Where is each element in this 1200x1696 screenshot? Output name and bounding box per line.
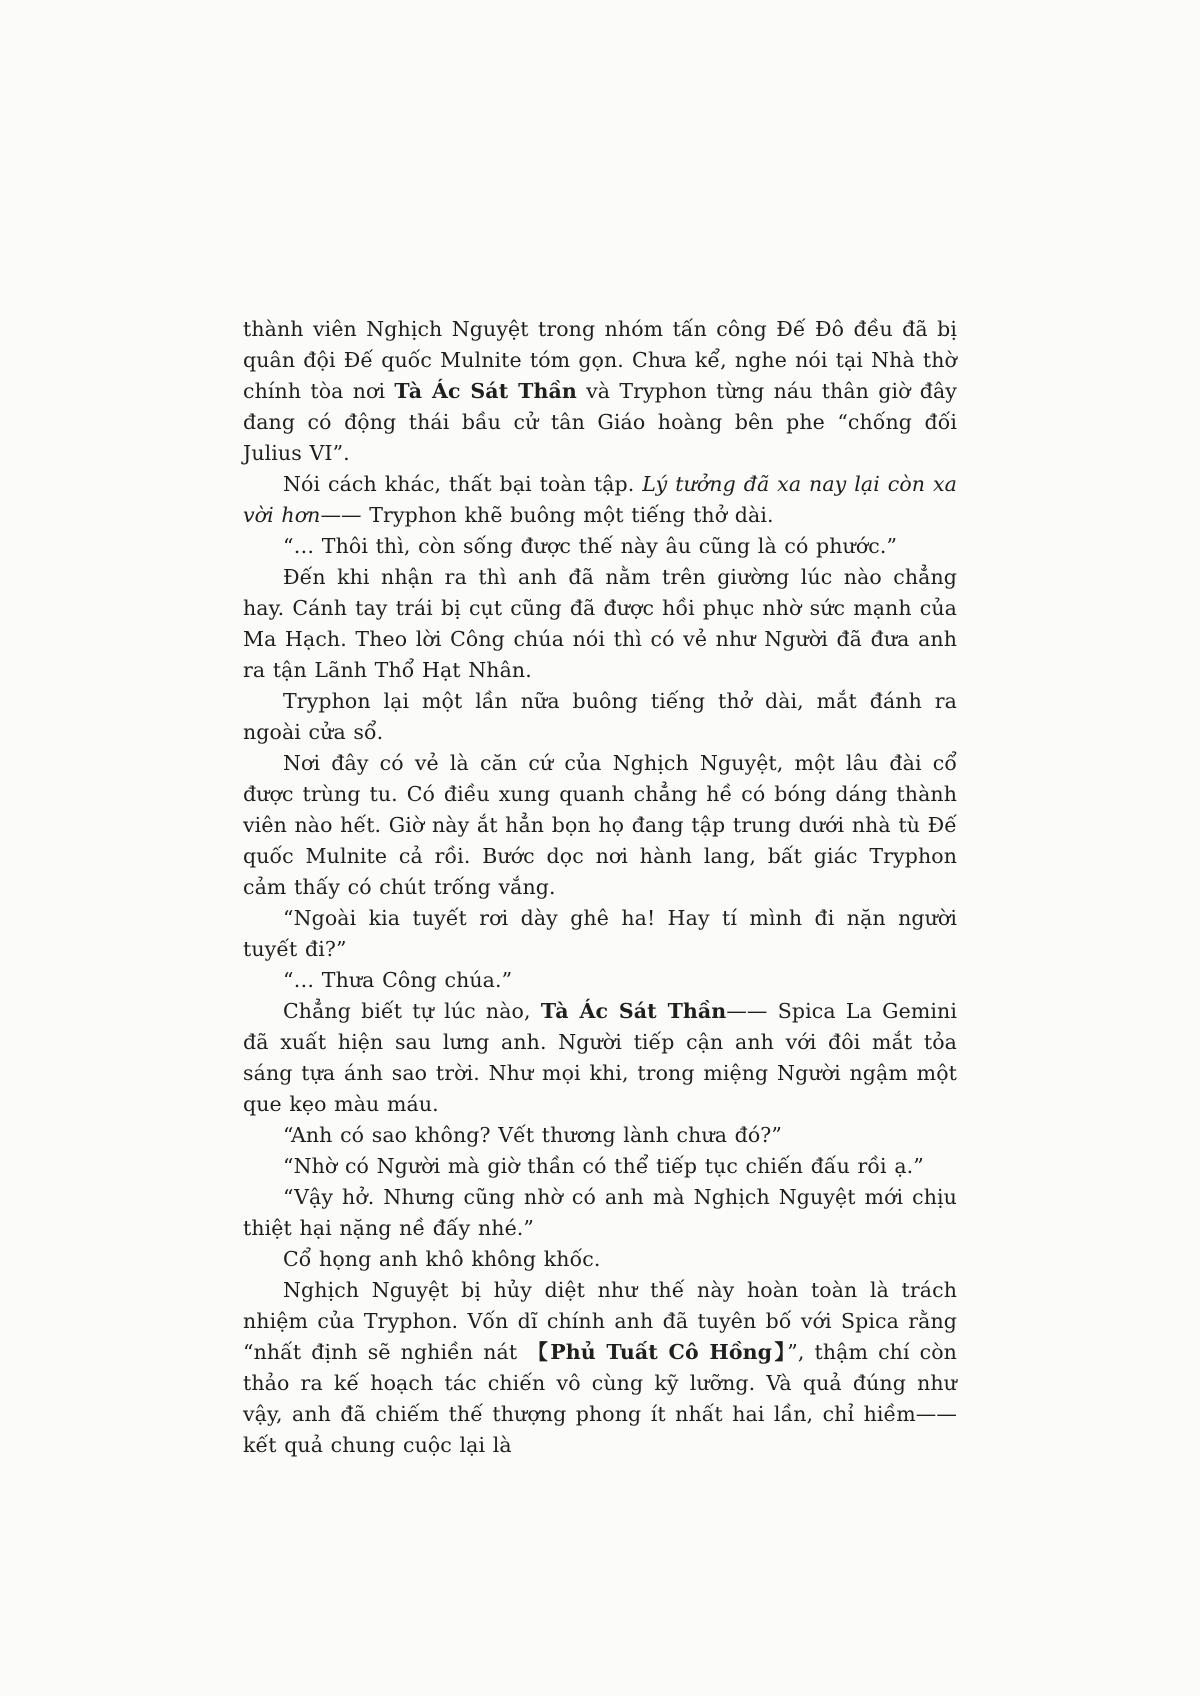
text-run: “Nhờ có Người mà giờ thần có thể tiếp tục chiến đấu rồi ạ.” (283, 1154, 924, 1178)
paragraph (243, 1120, 957, 1151)
paragraph (243, 1151, 957, 1182)
text-run: “… Thôi thì, còn sống được thế này âu cũng là có phước.” (283, 534, 898, 558)
text-run: Nghịch Nguyệt bị hủy diệt như thế này hoàn toàn là trách nhiệm của Tryphon. Vốn dĩ chính anh đã tuyên bố với Spica rằng “nhất định sẽ nghiền nát (243, 1278, 957, 1364)
text-run: Nói cách khác, thất bại toàn tập. (283, 472, 643, 496)
text-run: Chẳng biết tự lúc nào, (283, 999, 541, 1023)
text-run: —— Tryphon khẽ buông một tiếng thở dài. (320, 503, 774, 527)
paragraph (243, 531, 957, 562)
bold-text: Tà Ác Sát Thần (394, 379, 577, 403)
text-run: Nơi đây có vẻ là căn cứ của Nghịch Nguyệt, một lâu đài cổ được trùng tu. Có điều xung quanh chẳng hề có bóng dáng thành viên nào hết. Giờ này ắt hẳn bọn họ đang tập trung dưới nhà tù Đế quốc Mulnite cả rồi. Bước dọc nơi hành lang, bất giác Tryphon cảm thấy có chút trống vắng. (243, 751, 957, 899)
paragraph (243, 1182, 957, 1244)
page-text (243, 314, 957, 1461)
text-run: “… Thưa Công chúa.” (283, 968, 513, 992)
text-run: thành viên Nghịch Nguyệt trong nhóm tấn công Đế Đô đều đã bị quân đội Đế quốc Mulnite tóm gọn. Chưa kể, nghe nói tại Nhà thờ chính tòa nơi (243, 317, 957, 403)
paragraph (243, 562, 957, 686)
text-run: “Anh có sao không? Vết thương lành chưa đó?” (283, 1123, 782, 1147)
text-run: ”, thậm chí còn thảo ra kế hoạch tác chiến vô cùng kỹ lưỡng. Và quả đúng như vậy, anh đã chiếm thế thượng phong ít nhất hai lần, chỉ hiềm—— kết quả chung cuộc lại là (243, 1340, 957, 1457)
text-run: Cổ họng anh khô không khốc. (283, 1247, 601, 1271)
paragraph (243, 965, 957, 996)
bold-text: Tà Ác Sát Thần (540, 999, 727, 1023)
bold-text: 【Phủ Tuất Cô Hồng】 (527, 1340, 788, 1364)
paragraph (243, 686, 957, 748)
text-run: Tryphon lại một lần nữa buông tiếng thở dài, mắt đánh ra ngoài cửa sổ. (243, 689, 957, 744)
paragraph (243, 996, 957, 1120)
paragraph (243, 748, 957, 903)
paragraph (243, 1275, 957, 1461)
text-run: —— Spica La Gemini đã xuất hiện sau lưng anh. Người tiếp cận anh với đôi mắt tỏa sáng tựa ánh sao trời. Như mọi khi, trong miệng Người ngậm một que kẹo màu máu. (243, 999, 958, 1116)
paragraph (243, 469, 957, 531)
paragraph (243, 1244, 957, 1275)
text-run: Đến khi nhận ra thì anh đã nằm trên giường lúc nào chẳng hay. Cánh tay trái bị cụt cũng đã được hồi phục nhờ sức mạnh của Ma Hạch. Theo lời Công chúa nói thì có vẻ như Người đã đưa anh ra tận Lãnh Thổ Hạt Nhân. (243, 565, 957, 682)
text-run: “Vậy hở. Nhưng cũng nhờ có anh mà Nghịch Nguyệt mới chịu thiệt hại nặng nề đấy nhé.” (243, 1185, 957, 1240)
paragraph (243, 314, 957, 469)
italic-text: Lý tưởng đã xa nay lại còn xa vời hơn (243, 472, 957, 527)
text-run: và Tryphon từng náu thân giờ đây đang có động thái bầu cử tân Giáo hoàng bên phe “chống đối Julius VI”. (243, 379, 957, 465)
paragraph (243, 903, 957, 965)
text-run: “Ngoài kia tuyết rơi dày ghê ha! Hay tí mình đi nặn người tuyết đi?” (243, 906, 957, 961)
